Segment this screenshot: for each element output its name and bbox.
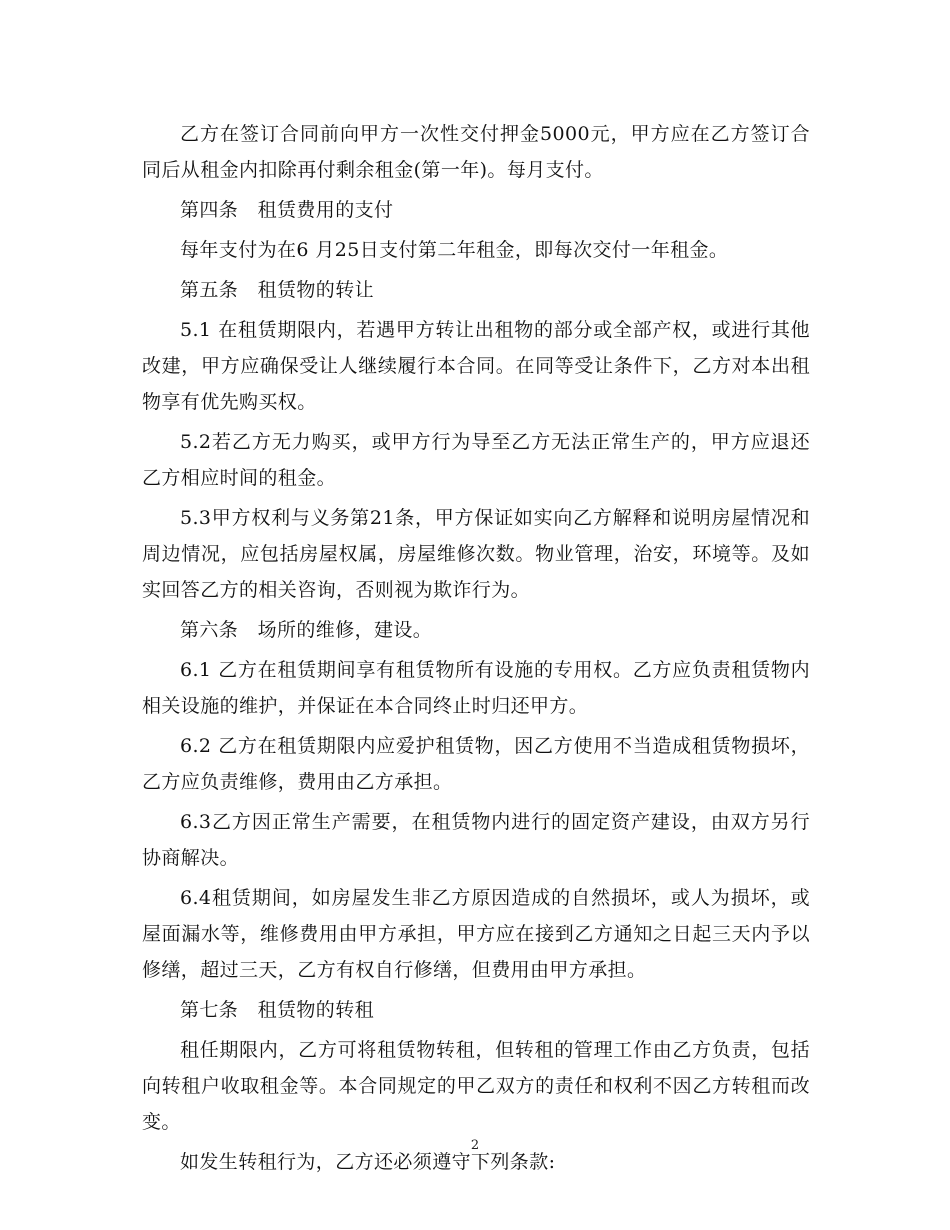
paragraph-annual-payment: 每年支付为在6 月25日支付第二年租金，即每次交付一年租金。	[180, 239, 729, 261]
clause-5-2: 5.2若乙方无力购买，或甲方行为导至乙方无法正常生产的，甲方应退还乙方相应时间的租金。	[142, 431, 810, 489]
paragraph-sublease: 租任期限内，乙方可将租赁物转租，但转租的管理工作由乙方负责，包括向转租户收取租金等。本合同规定的甲乙双方的责任和权利不因乙方转租而改变。	[142, 1039, 810, 1133]
page-number: 2	[470, 1138, 480, 1153]
clause-6-3: 6.3乙方因正常生产需要，在租赁物内进行的固定资产建设，由双方另行协商解决。	[142, 811, 810, 869]
heading-article-5: 第五条 租赁物的转让	[180, 279, 375, 301]
paragraph-sublease-terms: 如发生转租行为，乙方还必须遵守下列条款:	[180, 1151, 556, 1173]
clause-6-4: 6.4租赁期间，如房屋发生非乙方原因造成的自然损坏，或人为损坏，或屋面漏水等，维修费用由甲方承担，甲方应在接到乙方通知之日起三天内予以修缮，超过三天，乙方有权自行修缮，但费用由甲方承担。	[142, 887, 810, 981]
clause-5-3: 5.3甲方权利与义务第21条，甲方保证如实向乙方解释和说明房屋情况和周边情况，应包括房屋权属，房屋维修次数。物业管理，治安，环境等。及如实回答乙方的相关咨询，否则视为欺诈行为。	[142, 507, 810, 601]
heading-article-7: 第七条 租赁物的转租	[180, 999, 375, 1021]
heading-article-4: 第四条 租赁费用的支付	[180, 199, 394, 221]
document-body	[142, 116, 810, 1180]
clause-5-1: 5.1 在租赁期限内，若遇甲方转让出租物的部分或全部产权，或进行其他改建，甲方应确保受让人继续履行本合同。在同等受让条件下，乙方对本出租物享有优先购买权。	[142, 319, 810, 413]
clause-6-2: 6.2 乙方在租赁期限内应爱护租赁物，因乙方使用不当造成租赁物损坏，乙方应负责维修，费用由乙方承担。	[142, 735, 810, 793]
paragraph-deposit: 乙方在签订合同前向甲方一次性交付押金5000元，甲方应在乙方签订合同后从租金内扣除再付剩余租金(第一年)。每月支付。	[142, 123, 810, 181]
heading-article-6: 第六条 场所的维修，建设。	[180, 619, 433, 641]
clause-6-1: 6.1 乙方在租赁期间享有租赁物所有设施的专用权。乙方应负责租赁物内相关设施的维护，并保证在本合同终止时归还甲方。	[142, 659, 810, 717]
